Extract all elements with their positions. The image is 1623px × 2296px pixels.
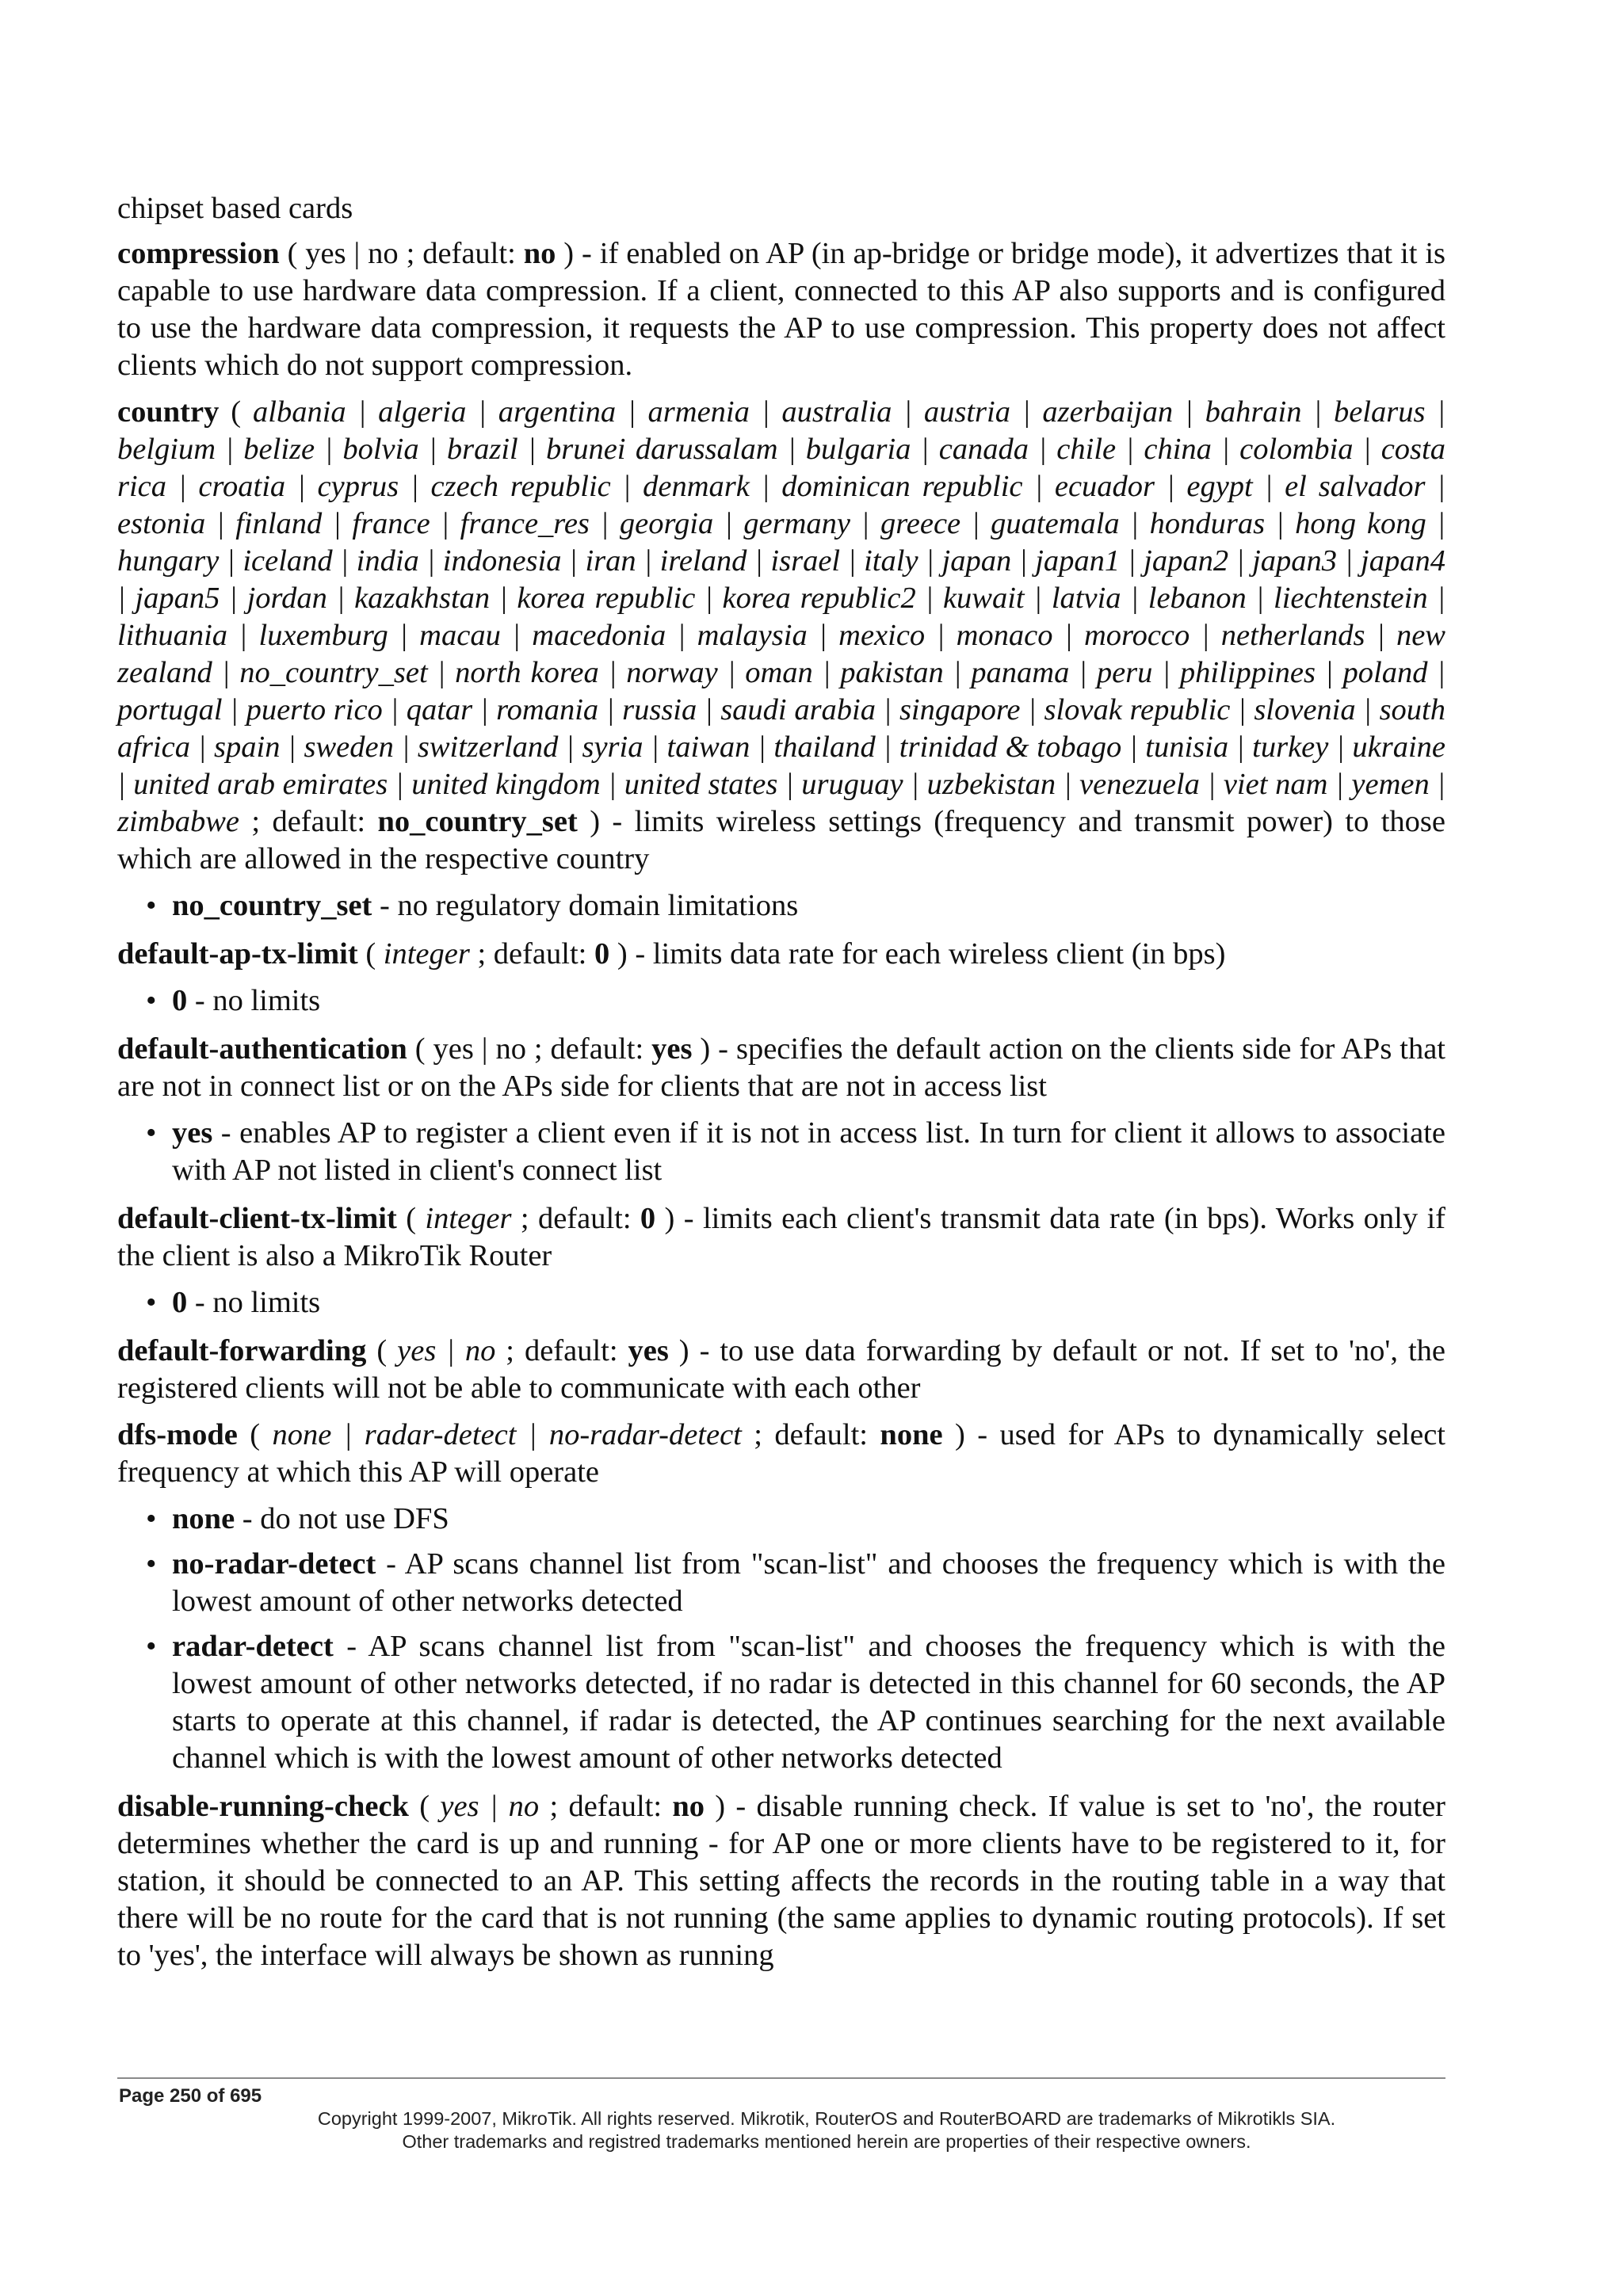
property-default-ap-tx-limit: default-ap-tx-limit ( integer ; default: 0 ) - limits data rate for each wireless client (in bps) bbox=[117, 937, 1226, 971]
property-name: disable-running-check bbox=[117, 1790, 409, 1823]
default-value: 0 bbox=[640, 1202, 656, 1235]
dfs-mode-bullets bbox=[117, 1501, 1445, 1777]
intro-text: chipset based cards bbox=[117, 192, 353, 225]
property-dfs-mode: dfs-mode ( none | radar-detect | no-radar-detect ; default: none ) - used for APs to dynamically select frequency at which this AP will operate bbox=[117, 1418, 1445, 1489]
country-bullets bbox=[117, 887, 1445, 925]
default-value: no bbox=[672, 1790, 705, 1823]
property-name: default-authentication bbox=[117, 1032, 407, 1066]
list-item: • yes - enables AP to register a client even if it is not in access list. In turn for client it allows to associate with AP not listed in client's connect list bbox=[146, 1116, 1445, 1187]
footer-divider bbox=[117, 2077, 1445, 2079]
property-name: country bbox=[117, 395, 220, 429]
copyright-notice bbox=[117, 2107, 1536, 2153]
property-default-forwarding: default-forwarding ( yes | no ; default: yes ) - to use data forwarding by default or not. If set to 'no', the registered clients will not be able to communicate with each other bbox=[117, 1334, 1445, 1405]
property-name: default-forwarding bbox=[117, 1334, 367, 1367]
page-number: Page 250 of 695 bbox=[119, 2085, 262, 2107]
default-authentication-bullets bbox=[117, 1115, 1445, 1189]
list-item: • none - do not use DFS bbox=[117, 1501, 1445, 1538]
default-value: yes bbox=[651, 1032, 693, 1066]
list-item: • 0 - no limits bbox=[117, 982, 1445, 1020]
default-ap-tx-limit-bullets bbox=[117, 982, 1445, 1020]
list-item: • no_country_set - no regulatory domain limitations bbox=[117, 887, 1445, 925]
default-value: no_country_set bbox=[377, 805, 578, 838]
default-value: none bbox=[880, 1418, 943, 1451]
bullet-icon: • bbox=[146, 1116, 157, 1150]
property-name: dfs-mode bbox=[117, 1418, 238, 1451]
default-value: no bbox=[523, 237, 556, 270]
bullet-icon: • bbox=[146, 1502, 157, 1535]
copyright-line: Copyright 1999-2007, MikroTik. All rights reserved. Mikrotik, RouterOS and RouterBOARD are trademarks of Mikrotikls SIA. bbox=[317, 2108, 1336, 2129]
bullet-icon: • bbox=[146, 984, 157, 1017]
property-disable-running-check: disable-running-check ( yes | no ; default: no ) - disable running check. If value is set to 'no', the router determines whether the card is up and running - for AP one or more clients have to be registered to it, for station, it should be connected to an AP. This setting affects the records in the routing table in a way that there will be no route for the card that is not running (the same applies to dynamic routing protocols). If set to 'yes', the interface will always be shown as running bbox=[117, 1790, 1445, 1972]
property-name: default-client-tx-limit bbox=[117, 1202, 397, 1235]
property-compression: compression ( yes | no ; default: no ) - if enabled on AP (in ap-bridge or bridge mode), it advertizes that it is capable to use hardware data compression. If a client, connected to this AP also supports and is configured to use the hardware data compression, it requests the AP to use compression. This property does not affect clients which do not support compression. bbox=[117, 237, 1446, 382]
document-body bbox=[117, 190, 1445, 1984]
bullet-icon: • bbox=[146, 1286, 157, 1319]
default-client-tx-limit-bullets bbox=[117, 1284, 1445, 1322]
country-list: albania | algeria | argentina | armenia | australia | austria | azerbaijan | bahrain | belarus | belgium | belize | bolvia | brazil | brunei darussalam | bulgaria | canada | chile | china | colombia | costa rica | croatia | cyprus | czech republic | denmark | dominican republic | ecuador | egypt | el salvador | estonia | finland | france | france_res | georgia | germany | greece | guatemala | honduras | hong kong | hungary | iceland | india | indonesia | iran | ireland | israel | italy | japan | japan1 | japan2 | japan3 | japan4 | japan5 | jordan | kazakhstan | korea republic | korea republic2 | kuwait | latvia | lebanon | liechtenstein | lithuania | luxemburg | macau | macedonia | malaysia | mexico | monaco | morocco | netherlands | new zealand | no_country_set | north korea | norway | oman | pakistan | panama | peru | philippines | poland | portugal | puerto rico | qatar | romania | russia | saudi arabia | singapore | slovak republic | slovenia | south africa | spain | sweden | switzerland | syria | taiwan | thailand | trinidad & tobago | tunisia | turkey | ukraine | united arab emirates | united kingdom | united states | uruguay | uzbekistan | venezuela | viet nam | yemen | zimbabwe bbox=[117, 395, 1445, 838]
property-name: default-ap-tx-limit bbox=[117, 937, 358, 971]
property-default-client-tx-limit: default-client-tx-limit ( integer ; default: 0 ) - limits each client's transmit data rate (in bps). Works only if the client is also a MikroTik Router bbox=[117, 1202, 1445, 1272]
trademark-line: Other trademarks and registred trademarks mentioned herein are properties of their respective owners. bbox=[402, 2131, 1251, 2152]
list-item: • 0 - no limits bbox=[117, 1284, 1445, 1322]
bullet-icon: • bbox=[146, 1547, 157, 1581]
bullet-icon: • bbox=[146, 1630, 157, 1663]
bullet-icon: • bbox=[146, 889, 157, 922]
property-name: compression bbox=[117, 237, 280, 270]
list-item: • radar-detect - AP scans channel list from "scan-list" and chooses the frequency which is with the lowest amount of other networks detected, if no radar is detected in this channel for 60 seconds, the AP starts to operate at this channel, if radar is detected, the AP continues searching for the next available channel which is with the lowest amount of other networks detected bbox=[146, 1630, 1445, 1775]
default-value: 0 bbox=[594, 937, 610, 971]
default-value: yes bbox=[628, 1334, 669, 1367]
list-item: • no-radar-detect - AP scans channel list from "scan-list" and chooses the frequency which is with the lowest amount of other networks detected bbox=[146, 1547, 1445, 1618]
property-default-authentication: default-authentication ( yes | no ; default: yes ) - specifies the default action on the clients side for APs that are not in connect list or on the APs side for clients that are not in access list bbox=[117, 1032, 1445, 1103]
property-country: country ( albania | algeria | argentina | armenia | australia | austria | azerbaijan | bahrain | belarus | belgium | belize | bolvia | brazil | brunei darussalam | bulgaria | canada | chile | china | colombia | costa rica | croatia | cyprus | czech republic | denmark | dominican republic | ecuador | egypt | el salvador | estonia | finland | france | france_res | georgia | germany | greece | guatemala | honduras | hong kong | hungary | iceland | india | indonesia | iran | ireland | israel | italy | japan | japan1 | japan2 | japan3 | japan4 | japan5 | jordan | kazakhstan | korea republic | korea republic2 | kuwait | latvia | lebanon | liechtenstein | lithuania | luxemburg | macau | macedonia | malaysia | mexico | monaco | morocco | netherlands | new zealand | no_country_set | north korea | norway | oman | pakistan | panama | peru | philippines | poland | portugal | puerto rico | qatar | romania | russia | saudi arabia | singapore | slovak republic | slovenia | south africa | spain | sweden | switzerland | syria | taiwan | thailand | trinidad & tobago | tunisia | turkey | ukraine | united arab emirates | united kingdom | united states | uruguay | uzbekistan | venezuela | viet nam | yemen | zimbabwe ; default: no_country_set ) - limits wireless settings (frequency and transmit power) to those which are allowed in the respective country bbox=[117, 395, 1445, 875]
